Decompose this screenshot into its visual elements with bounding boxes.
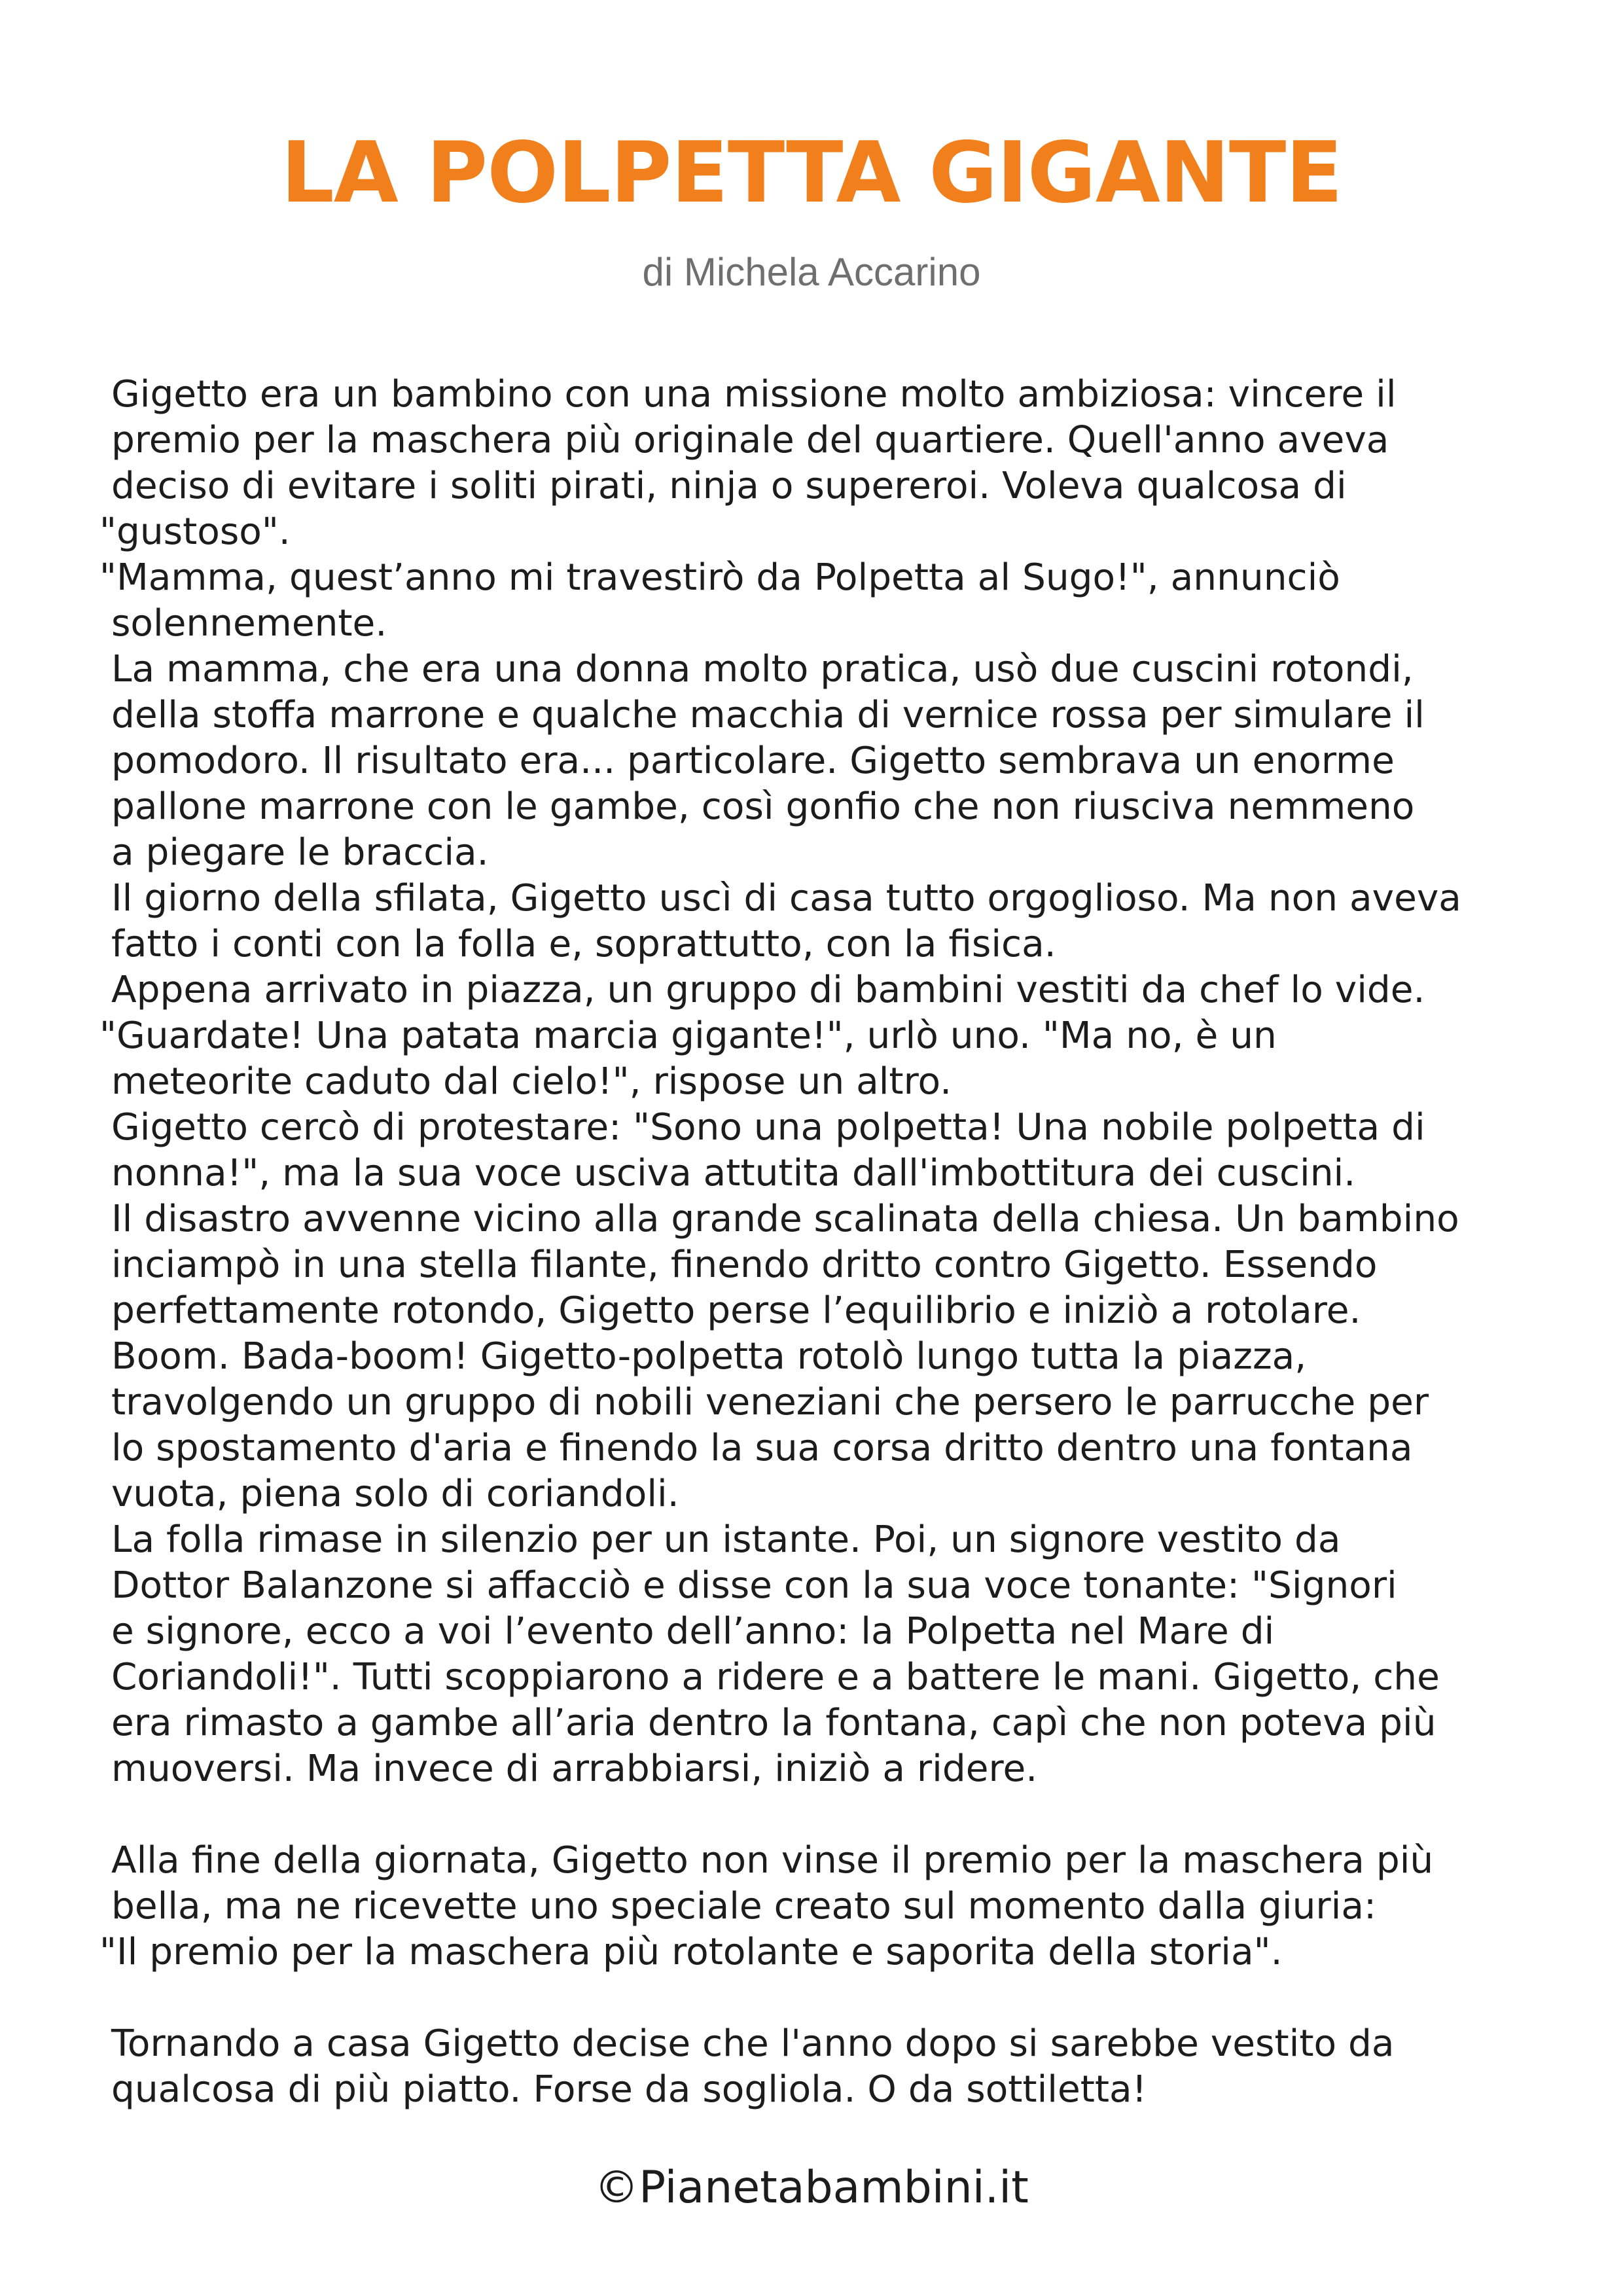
- text-line: La mamma, che era una donna molto pratica, usò due cuscini rotondi,: [99, 648, 1414, 691]
- paragraph-10: [99, 1517, 1572, 1792]
- paragraph-gap: [99, 1792, 1572, 1838]
- text-line: travolgendo un gruppo di nobili veneziani che persero le parrucche per: [99, 1381, 1429, 1424]
- paragraph-gap: [99, 1975, 1572, 2021]
- paragraph-7: [99, 1105, 1572, 1196]
- text-line: vuota, piena solo di coriandoli.: [99, 1473, 679, 1515]
- paragraph-5: [99, 967, 1572, 1013]
- story-title: LA POLPETTA GIGANTE: [281, 124, 1342, 222]
- paragraph-8: [99, 1196, 1572, 1334]
- paragraph-1: [99, 372, 1572, 555]
- story-author: di Michela Accarino: [642, 250, 981, 294]
- text-line: pomodoro. Il risultato era... particolare. Gigetto sembrava un enorme: [99, 740, 1395, 782]
- text-line: meteorite caduto dal cielo!", rispose un altro.: [99, 1060, 952, 1103]
- paragraph-2: [99, 555, 1572, 647]
- story-body: [99, 372, 1572, 2113]
- paragraph-11: [99, 1838, 1572, 1975]
- text-line: Tornando a casa Gigetto decise che l'anno dopo si sarebbe vestito da: [99, 2022, 1395, 2065]
- text-line: della stoffa marrone e qualche macchia di vernice rossa per simulare il: [99, 694, 1425, 736]
- text-line: pallone marrone con le gambe, così gonfio che non riusciva nemmeno: [99, 785, 1415, 828]
- text-line: nonna!", ma la sua voce usciva attutita dall'imbottitura dei cuscini.: [99, 1152, 1356, 1194]
- text-line: "Guardate! Una patata marcia gigante!", urlò uno. "Ma no, è un: [99, 1014, 1277, 1057]
- text-line: deciso di evitare i soliti pirati, ninja o supereroi. Voleva qualcosa di: [99, 465, 1347, 507]
- text-line: Gigetto era un bambino con una missione molto ambiziosa: vincere il: [99, 373, 1397, 416]
- text-line: Appena arrivato in piazza, un gruppo di bambini vestiti da chef lo vide.: [99, 969, 1425, 1011]
- text-line: Il disastro avvenne vicino alla grande scalinata della chiesa. Un bambino: [99, 1198, 1459, 1240]
- text-line: solennemente.: [99, 602, 387, 645]
- paragraph-3: [99, 647, 1572, 876]
- text-line: e signore, ecco a voi l’evento dell’anno: la Polpetta nel Mare di: [99, 1610, 1275, 1653]
- text-line: lo spostamento d'aria e finendo la sua corsa dritto dentro una fontana: [99, 1427, 1413, 1469]
- text-line: premio per la maschera più originale del quartiere. Quell'anno aveva: [99, 419, 1389, 461]
- text-line: Il giorno della sfilata, Gigetto uscì di casa tutto orgoglioso. Ma non aveva: [99, 877, 1461, 920]
- text-line: Boom. Bada-boom! Gigetto-polpetta rotolò lungo tutta la piazza,: [99, 1335, 1307, 1378]
- text-line: era rimasto a gambe all’aria dentro la fontana, capì che non poteva più: [99, 1702, 1436, 1744]
- text-line: inciampò in una stella filante, finendo dritto contro Gigetto. Essendo: [99, 1244, 1378, 1286]
- text-line: bella, ma ne ricevette uno speciale creato sul momento dalla giuria:: [99, 1885, 1376, 1928]
- text-line: "Mamma, quest’anno mi travestirò da Polpetta al Sugo!", annunciò: [99, 556, 1340, 599]
- text-line: fatto i conti con la folla e, soprattutto, con la fisica.: [99, 923, 1056, 965]
- text-line: a piegare le braccia.: [99, 831, 489, 874]
- text-line: Coriandoli!". Tutti scoppiarono a ridere e a battere le mani. Gigetto, che: [99, 1656, 1440, 1698]
- copyright-footer: ©Pianetabambini.it: [594, 2162, 1029, 2214]
- text-line: perfettamente rotondo, Gigetto perse l’equilibrio e iniziò a rotolare.: [99, 1289, 1361, 1332]
- text-line: "Il premio per la maschera più rotolante e saporita della storia".: [99, 1931, 1283, 1973]
- text-line: La folla rimase in silenzio per un istante. Poi, un signore vestito da: [99, 1518, 1341, 1561]
- paragraph-6: [99, 1013, 1572, 1105]
- text-line: Alla fine della giornata, Gigetto non vinse il premio per la maschera più: [99, 1839, 1434, 1882]
- text-line: Dottor Balanzone si affacciò e disse con la sua voce tonante: "Signori: [99, 1564, 1397, 1607]
- text-line: Gigetto cercò di protestare: "Sono una polpetta! Una nobile polpetta di: [99, 1106, 1425, 1149]
- text-line: muoversi. Ma invece di arrabbiarsi, iniziò a ridere.: [99, 1748, 1038, 1790]
- paragraph-9: [99, 1334, 1572, 1517]
- text-line: "gustoso".: [99, 511, 291, 553]
- paragraph-12: [99, 2021, 1572, 2113]
- paragraph-4: [99, 876, 1572, 967]
- text-line: qualcosa di più piatto. Forse da sogliola. O da sottiletta!: [99, 2068, 1147, 2111]
